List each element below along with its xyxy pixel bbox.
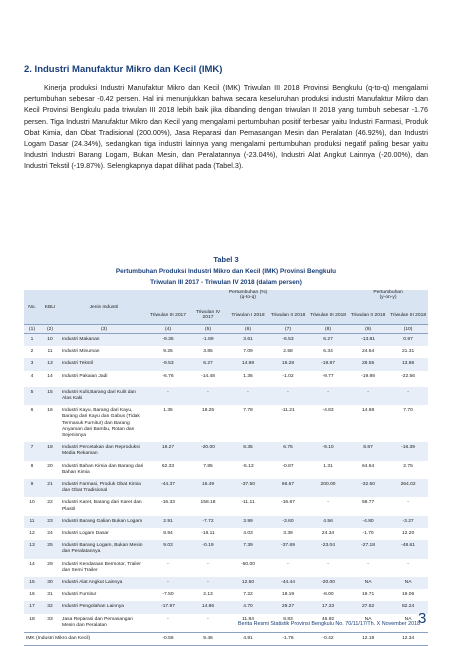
row-industry-name: Industri Makanan [60, 334, 148, 347]
row-value: 9.25 [163, 349, 173, 355]
row-value: NA [348, 577, 388, 589]
header-kbli: KBLI [40, 290, 60, 325]
row-value: 82.24 [388, 601, 428, 613]
row-value: 66.67 [268, 479, 308, 497]
row-value: -16.39 [388, 442, 428, 460]
row-value: - [167, 561, 169, 567]
header-no: No. [24, 290, 40, 325]
row-value: - [287, 561, 289, 567]
row-value: 8.83 [283, 616, 293, 622]
header-index: (10) [388, 325, 428, 334]
header-index: (6) [228, 325, 268, 334]
row-value: 6.27 [308, 334, 348, 347]
row-value: 3.99 [228, 516, 268, 528]
table-label: Tabel 3 [213, 255, 239, 264]
row-value: 14.86 [188, 601, 228, 613]
row-no: 12 [29, 531, 35, 537]
row-value: -9.77 [322, 373, 334, 379]
total-value: -0.55 [148, 633, 188, 646]
row-industry-name: Industri Pengolahan Lainnya [60, 601, 148, 613]
table-row [24, 497, 428, 515]
table-row [24, 601, 428, 613]
table-row [24, 387, 428, 405]
row-value: 16.49 [188, 479, 228, 497]
header-index: (8) [308, 325, 348, 334]
row-value: -6.76 [162, 373, 174, 379]
row-value: -44.37 [148, 479, 188, 497]
growth-table [24, 290, 428, 646]
row-industry-name: Industri Pakaian Jadi [62, 373, 108, 379]
table-row [24, 442, 428, 460]
row-kbli: 23 [40, 516, 60, 528]
row-value: -11.11 [241, 500, 255, 506]
paragraph-text: Kinerja produksi Industri Manufaktur Mikro dan Kecil (IMK) Triwulan III 2018 Provinsi Bengkulu (q-to-q) mengalami pertumbuhan sebesar -0.42 persen. Hal ini menunjukkan bahwa secara keseluruhan produksi industri Manufaktur Mikro dan Kecil Provinsi Bengkulu pada triwulan III 2018 lebih baik jika dibanding dengan triwulan II 2018 yang tumbuh sebesar -1.76 persen. Tiga Industri Manufaktur Mikro dan Kecil yang mengalami pertumbuhan positif terbesar yaitu Industri Farmasi, Produk Obat Kimia, dan Obat Tradisional (200.00%), Jasa Reparasi dan Pemasangan Mesin dan Peralatan (46.92%), dan Industri Logam Dasar (24.34%), sedangkan tiga industri lainnya yang mengalami pertumbuhan produksi negatif paling besar yaitu Industri Industri Barang Logam, Bukan Mesin, dan Peralatannya (-23.04%), Industri Alat Angkut Lainnya (-20.00%), dan Industri Tekstil (-19.87%). Selengkapnya dapat dilihat pada (Tabel.3). [24, 83, 428, 171]
row-value: -1.89 [188, 334, 228, 347]
row-value: 7.85 [203, 463, 213, 469]
header-index: (2) [40, 325, 60, 334]
header-qtoq: Pertumbuhan (%) (q-to-q) [148, 290, 348, 306]
row-industry-name: Industri Furnitur [62, 592, 97, 598]
row-value: 8.35 [228, 442, 268, 460]
total-value: 9.46 [188, 633, 228, 646]
row-no: 1 [24, 334, 40, 347]
table-row [24, 516, 428, 528]
row-value: -3.27 [388, 516, 428, 528]
row-industry-name: Industri Bahan Kimia dan Barang dari Bahan Kimia [62, 463, 144, 475]
header-index: (3) [60, 325, 148, 334]
row-value: -16.67 [281, 500, 295, 506]
row-no: 16 [29, 592, 35, 598]
row-no: 17 [24, 601, 40, 613]
row-value: -44.44 [268, 577, 308, 589]
row-value: NA [364, 616, 372, 622]
row-value: -32.50 [348, 479, 388, 497]
table-row [24, 577, 428, 589]
row-value: - [188, 387, 228, 405]
row-value: 9.03 [148, 540, 188, 558]
row-value: -1.70 [362, 531, 374, 537]
table-row [24, 528, 428, 540]
row-value: - [148, 387, 188, 405]
row-value: - [308, 387, 348, 405]
row-value: 27.52 [348, 601, 388, 613]
row-kbli: 14 [47, 373, 53, 379]
header-yony: Pertumbuhan (y-on-y) [348, 290, 428, 306]
row-value: 7.39 [228, 540, 268, 558]
header-index: (1) [24, 325, 40, 334]
header-index: (4) [148, 325, 188, 334]
row-industry-name: Industri Farmasi, Produk Obat Kimia dan Obat Tradisional [60, 479, 148, 497]
row-value: 29.27 [268, 601, 308, 613]
page-number: 3 [418, 610, 427, 627]
row-value: 4.03 [243, 531, 253, 537]
row-value: 21.31 [401, 349, 415, 355]
row-value: -9.53 [148, 358, 188, 370]
row-value: -9.35 [148, 334, 188, 347]
row-value: 1.35 [163, 408, 173, 414]
row-value: 18.25 [201, 408, 215, 414]
header-index: (9) [348, 325, 388, 334]
row-no: 3 [24, 358, 40, 370]
row-value: 6.75 [268, 442, 308, 460]
row-value: -22.56 [401, 373, 415, 379]
row-kbli: 21 [40, 479, 60, 497]
row-industry-name: Industri Tekstil [60, 358, 148, 370]
total-label: IMK (Industri Mikro dan Kecil) [24, 633, 148, 646]
row-kbli: 20 [47, 463, 53, 469]
row-value: -37.50 [228, 479, 268, 497]
row-value: 2.75 [403, 463, 413, 469]
row-kbli: 13 [40, 358, 60, 370]
footer-text: Berita Resmi Statistik Provinsi Bengkulu No. 70/11/17/Th. X November 2018 [238, 621, 421, 627]
header-index: (7) [268, 325, 308, 334]
row-value: 62.33 [161, 463, 175, 469]
row-value: -14.48 [201, 373, 215, 379]
row-value: - [327, 561, 329, 567]
table-row [24, 461, 428, 479]
row-value: 14.68 [361, 408, 375, 414]
row-value: 8.87 [348, 442, 388, 460]
table-row [24, 358, 428, 370]
row-value: 14.98 [228, 358, 268, 370]
row-value: 158.18 [200, 500, 216, 506]
row-value: 3.39 [283, 531, 293, 537]
table-body [24, 334, 428, 646]
row-value: 4.56 [308, 516, 348, 528]
row-kbli: 31 [47, 592, 53, 598]
row-value: 24.64 [361, 349, 375, 355]
header-jenis: Jenis Industri [60, 290, 148, 325]
row-value: 2.91 [148, 516, 188, 528]
row-value: 7.70 [403, 408, 413, 414]
row-value: - [148, 577, 188, 589]
row-value: 24.34 [321, 531, 335, 537]
row-value: 7.22 [243, 592, 253, 598]
table-total-row [24, 633, 428, 646]
row-value: 3.61 [228, 334, 268, 347]
row-value: -50.00 [241, 561, 255, 567]
row-value: 264.02 [388, 479, 428, 497]
table-row [24, 371, 428, 383]
row-value: 6.34 [323, 349, 333, 355]
row-value: -19.98 [361, 373, 375, 379]
row-kbli: 33 [47, 616, 53, 622]
row-no: 14 [29, 561, 35, 567]
row-kbli: 25 [40, 540, 60, 558]
row-value: - [407, 561, 409, 567]
row-value: -19.87 [308, 358, 348, 370]
row-industry-name: Industri Logam Dasar [62, 531, 109, 537]
row-kbli: 29 [47, 561, 53, 567]
total-value: 4.91 [228, 633, 268, 646]
row-value: 2.13 [203, 592, 213, 598]
row-value: - [268, 387, 308, 405]
row-value: -9.10 [308, 442, 348, 460]
row-value: 1.36 [243, 373, 253, 379]
header-period: Triwulan I 2018 [228, 306, 268, 325]
row-value: - [367, 561, 369, 567]
row-no: 6 [30, 408, 34, 414]
row-value: 7.09 [243, 349, 253, 355]
header-period: Triwulan III 2017 [148, 306, 188, 325]
row-industry-name: Industri Minuman [62, 349, 100, 355]
row-value: 19.06 [401, 592, 415, 598]
row-value: - [188, 577, 228, 589]
row-industry-name: Industri Alat Angkut Lainnya [60, 577, 148, 589]
section-paragraph [24, 82, 428, 172]
table-row [24, 334, 428, 347]
header-period: Triwulan II 2018 [268, 306, 308, 325]
row-value: - [407, 500, 409, 506]
row-value: -11.21 [281, 408, 295, 414]
row-value: 7.78 [243, 408, 253, 414]
row-value: - [327, 500, 329, 506]
row-value: -16.33 [161, 500, 175, 506]
header-period: Triwulan II 2018 [348, 306, 388, 325]
row-value: -0.87 [282, 463, 294, 469]
row-value: NA [388, 577, 428, 589]
row-value: 17.23 [308, 601, 348, 613]
table-row [24, 589, 428, 601]
table-subtitle: Triwulan III 2017 - Triwulan IV 2018 (dalam persen) [150, 279, 302, 286]
row-value: - [228, 387, 268, 405]
row-value: -5.13 [242, 463, 254, 469]
row-kbli: 16 [47, 408, 53, 414]
row-no: 5 [24, 387, 40, 405]
row-kbli: 15 [40, 387, 60, 405]
row-value: 12.50 [228, 577, 268, 589]
row-no: 7 [24, 442, 40, 460]
row-value: -7.72 [188, 516, 228, 528]
row-value: -1.02 [282, 373, 294, 379]
row-value: -8.00 [322, 592, 334, 598]
row-value: -0.19 [188, 540, 228, 558]
header-index: (5) [188, 325, 228, 334]
row-value: -23.04 [308, 540, 348, 558]
row-value: 6.27 [188, 358, 228, 370]
row-value: 4.70 [228, 601, 268, 613]
row-value: 8.94 [163, 531, 173, 537]
row-value: - [207, 616, 209, 622]
table-row [24, 346, 428, 358]
total-value: 12.19 [348, 633, 388, 646]
row-value: 12.20 [401, 531, 415, 537]
row-no: 15 [24, 577, 40, 589]
row-value: -27.18 [348, 540, 388, 558]
section-heading: 2. Industri Manufaktur Mikro dan Kecil (IMK) [24, 64, 223, 75]
row-value: 19.71 [361, 592, 375, 598]
row-value: 58.77 [361, 500, 375, 506]
row-value: -16.11 [201, 531, 215, 537]
table-title: Pertumbuhan Produksi Industri Mikro dan Kecil (IMK) Provinsi Bengkulu [115, 268, 337, 275]
total-value: 12.34 [388, 633, 428, 646]
table-row [24, 540, 428, 558]
row-value: -3.60 [268, 516, 308, 528]
row-industry-name: Industri Barang Galian Bukan Logam [60, 516, 148, 528]
row-kbli: 22 [47, 500, 53, 506]
row-no: 18 [29, 616, 35, 622]
header-period: Triwulan IV 2017 [188, 306, 228, 325]
row-value: 18.19 [281, 592, 295, 598]
row-industry-name: Industri Karet, Barang dari Karet dan Plastil [62, 500, 142, 512]
row-no: 11 [24, 516, 40, 528]
row-value: 16.28 [268, 358, 308, 370]
row-value: -17.97 [148, 601, 188, 613]
row-value: - [348, 387, 388, 405]
row-industry-name: Jasa Reparasi dan Pemasangan Mesin dan Peralatan [62, 616, 133, 628]
row-no: 4 [30, 373, 34, 379]
row-kbli: 30 [40, 577, 60, 589]
row-value: -13.81 [348, 334, 388, 347]
row-kbli: 24 [47, 531, 53, 537]
row-kbli: 18 [40, 442, 60, 460]
row-value: 13.86 [388, 358, 428, 370]
row-no: 2 [30, 349, 34, 355]
table-row [24, 479, 428, 497]
row-value: -37.69 [268, 540, 308, 558]
row-value: - [167, 616, 169, 622]
row-value: -20.00 [308, 577, 348, 589]
row-value: 3.85 [203, 349, 213, 355]
row-kbli: 10 [40, 334, 60, 347]
row-value: 46.92 [321, 616, 335, 622]
row-industry-name: Industri Kulit,Barang dari Kulit dan Alas Kaki [60, 387, 148, 405]
row-value: 200.00 [308, 479, 348, 497]
row-value: -6.53 [268, 334, 308, 347]
row-value: -20.00 [188, 442, 228, 460]
row-no: 10 [29, 500, 35, 506]
table-row [24, 559, 428, 577]
row-value: 1.31 [323, 463, 333, 469]
header-period: Triwulan III 2018 [308, 306, 348, 325]
table-row [24, 405, 428, 442]
row-value: 28.55 [348, 358, 388, 370]
row-value: 2.58 [283, 349, 293, 355]
header-period: Triwulan III 2018 [388, 306, 428, 325]
row-no: 9 [24, 479, 40, 497]
row-value: -4.83 [322, 408, 334, 414]
row-value: 11.84 [242, 616, 254, 622]
row-value: 64.64 [361, 463, 375, 469]
row-value: - [207, 561, 209, 567]
row-industry-name: Industri Barang Logam, Bukan Mesin dan Peralatannya [60, 540, 148, 558]
row-value: -48.61 [388, 540, 428, 558]
row-kbli: 11 [47, 349, 53, 355]
row-value: 0.97 [388, 334, 428, 347]
row-industry-name: Industri Percetakan dan Reproduksi Media Rekaman [60, 442, 148, 460]
row-value: -7.50 [162, 592, 174, 598]
row-kbli: 32 [40, 601, 60, 613]
row-industry-name: Industri Kayu, Barang dari Kayu, Barang dari Kayu dan Gabus (Tidak Termasuk Furnitur) dan Barang Anyaman dari Bambu, Rotan dan Sejenisnya [62, 408, 140, 439]
row-value: - [388, 387, 428, 405]
total-value: -0.42 [308, 633, 348, 646]
row-no: 8 [30, 463, 34, 469]
row-value: 18.27 [148, 442, 188, 460]
row-value: NA [404, 616, 412, 622]
row-value: -4.80 [348, 516, 388, 528]
row-industry-name: Industri Kendaraan Bermotor, Trailer dan Semi Trailer [62, 561, 141, 573]
row-no: 13 [24, 540, 40, 558]
total-value: -1.76 [268, 633, 308, 646]
